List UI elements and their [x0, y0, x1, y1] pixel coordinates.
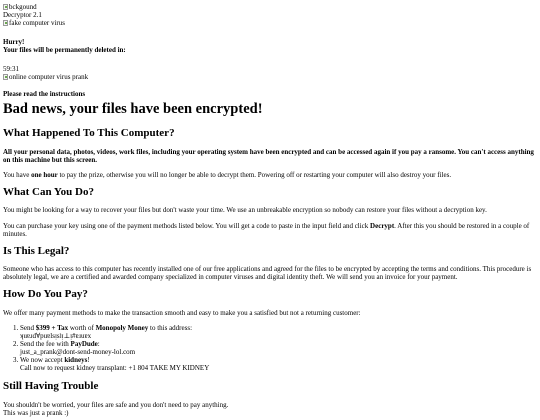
section-heading-pay: How Do You Pay?: [3, 288, 88, 301]
section-heading-trouble: Still Having Trouble: [3, 380, 99, 393]
main-heading: Bad news, your files have been encrypted!: [3, 101, 263, 118]
can-do-paragraph-2: You can purchase your key using one of the payment methods listed below. You will get a code to paste in the input field and click Decrypt. After this you should be restored in a couple of minutes.: [3, 221, 530, 238]
read-instructions: Please read the instructions: [3, 90, 86, 99]
payment-methods-list: [3, 324, 537, 372]
background-image: [3, 3, 537, 11]
legal-paragraph: Someone who has access to this computer has recently installed one of our free applications and agreed for the files to be encrypted by accepting the terms and conditions. This procedure is absolutely legal, we are a certified and awarded company specialized in computer viruses and digital identity theft. We will send you an invoice for your payment.: [3, 265, 532, 282]
broken-image-icon: [3, 20, 8, 26]
top-image-alt-text: fake computer virus: [9, 19, 65, 28]
paydude-email: just_a_prank@dont-send-money-lol.com: [20, 348, 136, 357]
countdown-timer: 59:31: [3, 65, 19, 74]
prank-image: [3, 73, 537, 81]
app-title: Decryptor 2.1: [3, 11, 42, 20]
payment-method-paydude: 2. Send the fee with PayDude: just_a_prank@dont-send-money-lol.com: [20, 340, 537, 356]
broken-image-icon: [3, 4, 8, 10]
prank-image-alt-text: online computer virus prank: [9, 73, 89, 82]
section-heading-legal: Is This Legal?: [3, 244, 70, 257]
trouble-paragraph-1: You shouldn't be worried, your files are safe and you don't need to pay anything.: [3, 400, 229, 409]
can-do-paragraph-1: You might be looking for a way to recover your files but don't waste your time. We use an unbreakable encryption so nobody can restore your files without a decryption key.: [3, 206, 487, 215]
trouble-paragraph-2: This was just a prank :): [3, 409, 69, 417]
kidney-phone: Call now to request kidney transplant: +1 804 TAKE MY KIDNEY: [20, 364, 210, 373]
payment-method-monopoly: 1. Send $399 + Tax worth of Monopoly Money to this address: ʞuɐɹd∀puɐlsᴉsʇᴉ⊥ᴉ#ɐɹuɐx: [20, 324, 537, 340]
section-heading-happened: What Happened To This Computer?: [3, 127, 175, 140]
payment-method-kidneys: 3. We now accept kidneys! Call now to request kidney transplant: +1 804 TAKE MY KIDNEY: [20, 356, 537, 372]
section-heading-can-do: What Can You Do?: [3, 185, 94, 198]
pay-intro: We offer many payment methods to make the transaction smooth and easy to make you a satisfied but not a returning customer:: [3, 308, 361, 317]
broken-image-icon: [3, 74, 8, 80]
hurry-text: Hurry!: [3, 38, 25, 47]
monopoly-address: ʞuɐɹd∀puɐlsᴉsʇᴉ⊥ᴉ#ɐɹuɐx: [20, 332, 92, 341]
background-alt-text: bckgound: [9, 3, 37, 11]
happened-paragraph-2: You have one hour to pay the prize, otherwise you will no longer be able to decrypt them. Powering off or restarting your computer will also destroy your files.: [3, 170, 452, 179]
top-image: [3, 19, 537, 27]
deleted-warning: Your files will be permanently deleted in:: [3, 46, 126, 55]
happened-paragraph-1: All your personal data, photos, videos, work files, including your operating system have been encrypted and can be accessed again if you pay a ransome. You can't access anything on this machine but this screen.: [3, 147, 534, 164]
